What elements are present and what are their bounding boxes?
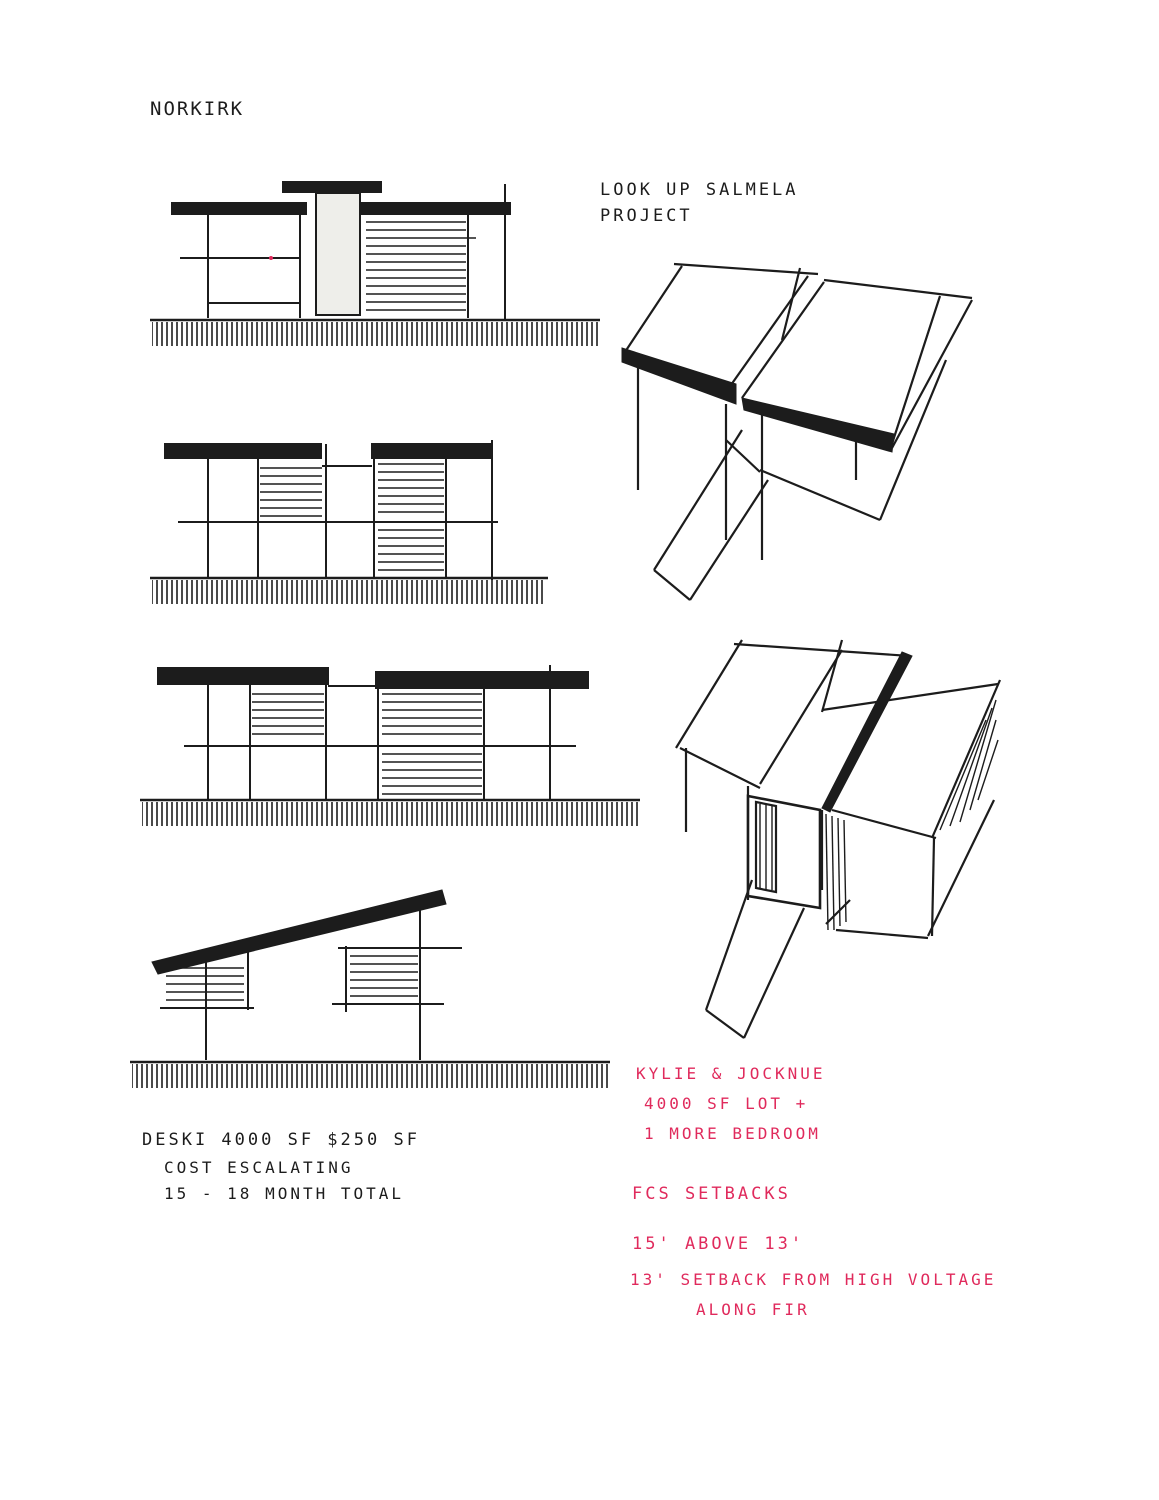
client-note: KYLIE & JOCKNUE xyxy=(636,1064,826,1083)
lot-note: 4000 SF LOT + xyxy=(644,1094,809,1113)
red-ink-dot xyxy=(269,256,273,260)
elevation-4 xyxy=(130,890,610,1088)
budget-note-line-3: 15 - 18 MONTH TOTAL xyxy=(164,1184,405,1203)
elevation-3 xyxy=(140,665,640,826)
axonometric-sketch-2 xyxy=(676,640,1000,1038)
elevation-1 xyxy=(150,182,600,346)
axonometric-sketch-1 xyxy=(622,264,972,600)
bedroom-note: 1 MORE BEDROOM xyxy=(644,1124,821,1143)
setback-note-line-1: 13' SETBACK FROM HIGH VOLTAGE xyxy=(630,1270,997,1289)
reference-note-line-1: LOOK UP SALMELA xyxy=(600,180,799,200)
reference-note-line-2: PROJECT xyxy=(600,206,693,226)
setback-note-line-2: ALONG FIR xyxy=(696,1300,810,1319)
budget-note-line-2: COST ESCALATING xyxy=(164,1158,354,1177)
sheet-title: NORKIRK xyxy=(150,98,245,120)
budget-note-line-1: DESKI 4000 SF $250 SF xyxy=(142,1130,420,1150)
height-note: 15' ABOVE 13' xyxy=(632,1234,805,1254)
setbacks-heading: FCS SETBACKS xyxy=(632,1184,791,1204)
elevation-2 xyxy=(150,440,548,604)
